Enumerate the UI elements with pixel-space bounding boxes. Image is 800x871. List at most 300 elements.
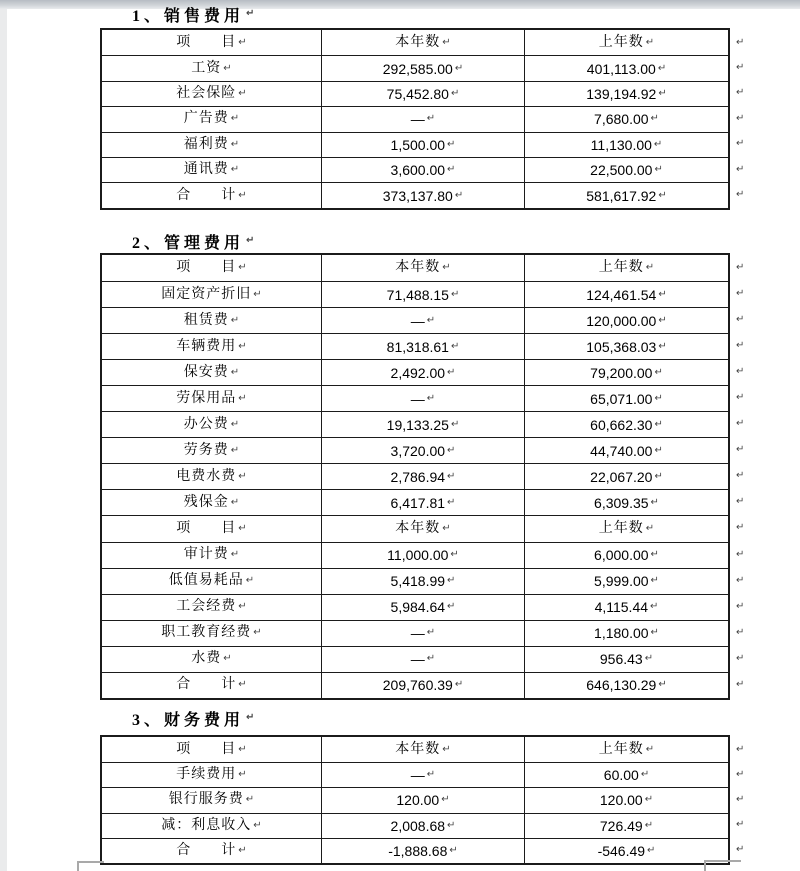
current-year-cell[interactable] (321, 386, 524, 411)
cell-text: 工资 (191, 60, 222, 76)
item-cell[interactable] (102, 334, 321, 359)
line-break-mark-icon: ↵ (736, 189, 745, 201)
line-break-mark-icon: ↵ (736, 112, 745, 124)
line-break-mark-icon: ↵ (426, 392, 436, 404)
item-cell[interactable] (102, 183, 321, 207)
table-row (102, 489, 728, 515)
current-year-cell[interactable] (321, 490, 524, 515)
line-break-mark-icon: ↵ (426, 314, 436, 326)
line-break-mark-icon: ↵ (647, 844, 656, 856)
cell-text: 社会保险 (176, 85, 237, 101)
table-row (102, 385, 728, 411)
row-end-mark (734, 333, 752, 359)
line-break-mark-icon: ↵ (454, 679, 464, 691)
prior-year-cell[interactable] (524, 569, 728, 594)
cell-text: 电费水费 (176, 468, 237, 484)
line-break-mark-icon: ↵ (238, 844, 247, 856)
cell-text: 1,180.00 (594, 625, 649, 642)
prior-year-cell[interactable] (524, 158, 728, 182)
table-total-row (102, 672, 728, 698)
row-end-mark (734, 106, 752, 131)
line-break-mark-icon: ↵ (736, 743, 745, 755)
line-break-mark-icon: ↵ (230, 444, 240, 456)
prior-year-cell[interactable] (524, 386, 728, 411)
cell-text: 5,418.99 (390, 573, 446, 590)
line-break-mark-icon: ↵ (736, 418, 745, 430)
prior-year-cell[interactable] (524, 334, 728, 359)
item-cell[interactable] (102, 788, 321, 812)
current-year-cell[interactable] (321, 673, 524, 698)
current-year-cell[interactable] (321, 158, 524, 182)
table-row (102, 813, 728, 838)
section-title[interactable] (132, 2, 254, 26)
prior-year-cell[interactable] (524, 621, 728, 646)
cell-text: — (410, 625, 425, 642)
item-cell[interactable] (102, 438, 321, 463)
row-end-mark (734, 411, 752, 437)
row-end-mark (734, 182, 752, 207)
cell-text: 22,500.00 (590, 162, 653, 179)
row-end-mark (734, 568, 752, 594)
cell-text: 5,984.64 (390, 599, 446, 616)
line-break-mark-icon: ↵ (736, 36, 745, 48)
row-end-marks-column (734, 253, 752, 698)
current-year-cell[interactable] (321, 308, 524, 333)
line-break-mark-icon: ↵ (447, 575, 456, 587)
current-year-cell[interactable] (321, 543, 524, 568)
cell-text: 124,461.54 (586, 286, 657, 303)
table-row (102, 359, 728, 385)
line-break-mark-icon: ↵ (736, 600, 745, 612)
prior-year-cell[interactable] (524, 133, 728, 157)
cell-text: 水费 (191, 651, 222, 667)
line-break-mark-icon: ↵ (736, 819, 745, 831)
table-row (102, 463, 728, 489)
cell-text: 401,113.00 (586, 60, 656, 77)
prior-year-cell[interactable] (524, 82, 728, 106)
line-break-mark-icon: ↵ (253, 627, 262, 639)
current-year-cell[interactable] (321, 133, 524, 157)
line-break-mark-icon: ↵ (650, 627, 659, 639)
line-break-mark-icon: ↵ (238, 470, 247, 482)
line-break-mark-icon: ↵ (736, 652, 745, 664)
line-break-mark-icon: ↵ (450, 288, 460, 300)
cell-text: 手续费用 (176, 767, 237, 783)
line-break-mark-icon: ↵ (426, 627, 436, 639)
table-header-row (102, 255, 728, 281)
row-end-mark (734, 489, 752, 515)
current-year-cell[interactable] (321, 595, 524, 620)
item-cell[interactable] (102, 360, 321, 385)
item-cell[interactable] (102, 308, 321, 333)
cell-text: 办公费 (183, 416, 229, 432)
cell-text: 固定资产折旧 (161, 286, 252, 302)
cell-text: — (410, 651, 425, 668)
cell-text: 合 计 (176, 842, 237, 858)
prior-year-cell[interactable] (524, 673, 728, 698)
table-row (102, 333, 728, 359)
line-break-mark-icon: ↵ (736, 678, 745, 690)
line-break-mark-icon: ↵ (644, 819, 654, 831)
cell-text: 11,130.00 (590, 136, 652, 153)
row-end-mark (734, 646, 752, 672)
cell-text: — (410, 111, 425, 128)
line-break-mark-icon: ↵ (230, 164, 240, 176)
line-break-mark-icon: ↵ (658, 288, 667, 300)
prior-year-cell[interactable] (524, 360, 728, 385)
line-break-mark-icon: ↵ (645, 262, 655, 274)
line-break-mark-icon: ↵ (736, 392, 745, 404)
prior-year-cell[interactable] (524, 839, 728, 863)
line-break-mark-icon: ↵ (223, 62, 232, 74)
item-cell[interactable] (102, 158, 321, 182)
header-current-year-cell[interactable] (321, 737, 524, 762)
line-break-mark-icon: ↵ (736, 470, 745, 482)
cell-text: 2,008.68 (390, 817, 446, 834)
cutoff-box-corner-right (704, 860, 741, 871)
header-prior-year-cell[interactable] (524, 255, 728, 281)
cell-text: 低值易耗品 (168, 573, 244, 589)
current-year-cell[interactable] (321, 282, 524, 307)
cell-text: 银行服务费 (168, 792, 244, 808)
line-break-mark-icon: ↵ (450, 418, 460, 430)
line-break-mark-icon: ↵ (238, 679, 247, 691)
row-end-mark (734, 594, 752, 620)
cell-text: — (410, 312, 425, 329)
header-current-year-cell[interactable] (321, 255, 524, 281)
line-break-mark-icon: ↵ (736, 574, 745, 586)
cell-text: 工会经费 (176, 599, 237, 615)
line-break-mark-icon: ↵ (238, 340, 247, 352)
item-cell[interactable] (102, 107, 321, 131)
table-row (102, 132, 728, 157)
cell-text: 通讯费 (183, 162, 229, 178)
line-break-mark-icon: ↵ (230, 314, 240, 326)
cell-text: — (410, 767, 425, 784)
section-title-text: 2、管理费用 (132, 234, 245, 252)
cell-text: 120.00 (599, 792, 643, 809)
line-break-mark-icon: ↵ (447, 496, 456, 508)
item-cell[interactable] (102, 814, 321, 838)
current-year-cell[interactable] (321, 183, 524, 207)
line-break-mark-icon: ↵ (736, 522, 745, 534)
cell-text: 120.00 (396, 792, 440, 809)
cell-text: 65,071.00 (590, 390, 653, 407)
cell-text: 项 目 (176, 520, 237, 536)
cell-text: 726.49 (599, 817, 643, 834)
cell-text: 1,500.00 (390, 136, 446, 153)
line-break-mark-icon: ↵ (238, 262, 247, 274)
cell-text: 2,492.00 (390, 364, 446, 381)
line-break-mark-icon: ↵ (450, 340, 460, 352)
row-end-mark (734, 672, 752, 698)
line-break-mark-icon: ↵ (442, 743, 451, 755)
current-year-cell[interactable] (321, 412, 524, 437)
cell-text: 本年数 (395, 34, 441, 50)
line-break-mark-icon: ↵ (650, 113, 659, 125)
cell-text: 581,617.92 (586, 187, 657, 204)
current-year-cell[interactable] (321, 360, 524, 385)
prior-year-cell[interactable] (524, 308, 728, 333)
line-break-mark-icon: ↵ (447, 164, 456, 176)
line-break-mark-icon: ↵ (246, 712, 255, 723)
cell-text: 职工教育经费 (161, 625, 252, 641)
row-end-mark (734, 762, 752, 787)
table-total-row (102, 182, 728, 207)
current-year-cell[interactable] (321, 814, 524, 838)
line-break-mark-icon: ↵ (658, 340, 667, 352)
cell-text: 福利费 (183, 136, 229, 152)
row-end-mark (734, 307, 752, 333)
line-break-mark-icon: ↵ (654, 164, 663, 176)
item-cell[interactable] (102, 543, 321, 568)
header-prior-year-cell[interactable] (524, 737, 728, 762)
row-end-mark (734, 787, 752, 812)
line-break-mark-icon: ↵ (653, 138, 663, 150)
line-break-mark-icon: ↵ (230, 138, 240, 150)
line-break-mark-icon: ↵ (230, 496, 240, 508)
line-break-mark-icon: ↵ (736, 844, 745, 856)
line-break-mark-icon: ↵ (245, 794, 255, 806)
prior-year-cell[interactable] (524, 763, 728, 787)
row-end-mark (734, 385, 752, 411)
prior-year-cell[interactable] (524, 595, 728, 620)
prior-year-cell[interactable] (524, 282, 728, 307)
cell-text: 本年数 (395, 520, 441, 536)
cell-text: 6,417.81 (390, 494, 446, 511)
line-break-mark-icon: ↵ (426, 769, 436, 781)
line-break-mark-icon: ↵ (426, 653, 436, 665)
table-header-row (102, 737, 728, 762)
item-cell[interactable] (102, 464, 321, 489)
row-end-mark (734, 620, 752, 646)
table-row (102, 646, 728, 672)
line-break-mark-icon: ↵ (654, 392, 663, 404)
current-year-cell[interactable] (321, 107, 524, 131)
line-break-mark-icon: ↵ (230, 113, 240, 125)
cell-text: 5,999.00 (594, 573, 649, 590)
current-year-cell[interactable] (321, 647, 524, 672)
line-break-mark-icon: ↵ (238, 769, 247, 781)
cell-text: 上年数 (598, 260, 644, 276)
row-end-mark (734, 255, 752, 281)
cell-text: 本年数 (395, 260, 441, 276)
line-break-mark-icon: ↵ (736, 163, 745, 175)
line-break-mark-icon: ↵ (230, 418, 240, 430)
current-year-cell[interactable] (321, 569, 524, 594)
cell-text: 292,585.00 (382, 60, 453, 77)
line-break-mark-icon: ↵ (736, 793, 745, 805)
item-cell[interactable] (102, 133, 321, 157)
line-break-mark-icon: ↵ (238, 601, 247, 613)
table-row (102, 787, 728, 812)
cell-text: 79,200.00 (590, 364, 653, 381)
cell-text: 车辆费用 (176, 338, 237, 354)
cell-text: 19,133.25 (386, 416, 449, 433)
expense-table (100, 253, 730, 700)
header-item-cell[interactable] (102, 737, 321, 762)
line-break-mark-icon: ↵ (644, 794, 654, 806)
line-break-mark-icon: ↵ (654, 470, 663, 482)
line-break-mark-icon: ↵ (736, 138, 745, 150)
header-item-cell[interactable] (102, 30, 321, 55)
prior-year-cell[interactable] (524, 464, 728, 489)
line-break-mark-icon: ↵ (454, 62, 464, 74)
cell-text: -1,888.68 (388, 842, 448, 859)
prior-year-cell[interactable] (524, 543, 728, 568)
cell-text: 上年数 (598, 741, 644, 757)
table-row (102, 762, 728, 787)
table-row (102, 307, 728, 333)
line-break-mark-icon: ↵ (230, 549, 240, 561)
item-cell[interactable] (102, 56, 321, 80)
line-break-mark-icon: ↵ (658, 679, 667, 691)
prior-year-cell[interactable] (524, 814, 728, 838)
line-break-mark-icon: ↵ (447, 138, 456, 150)
current-year-cell[interactable] (321, 788, 524, 812)
prior-year-cell[interactable] (524, 647, 728, 672)
line-break-mark-icon: ↵ (442, 36, 451, 48)
line-break-mark-icon: ↵ (736, 288, 745, 300)
current-year-cell[interactable] (321, 438, 524, 463)
cell-text: 6,309.35 (594, 494, 649, 511)
header-current-year-cell[interactable] (321, 516, 524, 541)
line-break-mark-icon: ↵ (246, 8, 255, 19)
header-item-cell[interactable] (102, 516, 321, 541)
line-break-mark-icon: ↵ (447, 444, 456, 456)
prior-year-cell[interactable] (524, 438, 728, 463)
cell-text: 审计费 (183, 547, 229, 563)
line-break-mark-icon: ↵ (223, 653, 232, 665)
cell-text: 3,600.00 (390, 162, 446, 179)
line-break-mark-icon: ↵ (640, 769, 650, 781)
line-break-mark-icon: ↵ (736, 548, 745, 560)
line-break-mark-icon: ↵ (644, 653, 654, 665)
prior-year-cell[interactable] (524, 56, 728, 80)
cell-text: 劳保用品 (176, 390, 237, 406)
line-break-mark-icon: ↵ (736, 496, 745, 508)
cell-text: 残保金 (183, 494, 229, 510)
cell-text: 项 目 (176, 34, 237, 50)
line-break-mark-icon: ↵ (650, 601, 659, 613)
cell-text: 2,786.94 (390, 468, 446, 485)
line-break-mark-icon: ↵ (645, 743, 655, 755)
cell-text: 合 计 (176, 677, 237, 693)
item-cell[interactable] (102, 282, 321, 307)
expense-table (100, 28, 730, 210)
row-end-mark (734, 437, 752, 463)
row-end-mark (734, 132, 752, 157)
line-break-mark-icon: ↵ (658, 314, 667, 326)
cell-text: 44,740.00 (590, 442, 653, 459)
cell-text: 项 目 (176, 741, 237, 757)
cell-text: 60.00 (603, 767, 639, 784)
item-cell[interactable] (102, 386, 321, 411)
prior-year-cell[interactable] (524, 412, 728, 437)
prior-year-cell[interactable] (524, 490, 728, 515)
section-title[interactable] (132, 706, 254, 730)
item-cell[interactable] (102, 621, 321, 646)
header-prior-year-cell[interactable] (524, 516, 728, 541)
row-end-mark (734, 737, 752, 762)
current-year-cell[interactable] (321, 464, 524, 489)
line-break-mark-icon: ↵ (253, 288, 262, 300)
current-year-cell[interactable] (321, 763, 524, 787)
line-break-mark-icon: ↵ (654, 366, 663, 378)
table-header-row (102, 30, 728, 55)
line-break-mark-icon: ↵ (447, 819, 456, 831)
current-year-cell[interactable] (321, 334, 524, 359)
item-cell[interactable] (102, 490, 321, 515)
header-current-year-cell[interactable] (321, 30, 524, 55)
line-break-mark-icon: ↵ (238, 189, 247, 201)
item-cell[interactable] (102, 82, 321, 106)
current-year-cell[interactable] (321, 56, 524, 80)
line-break-mark-icon: ↵ (450, 87, 460, 99)
cell-text: 11,000.00 (387, 547, 449, 564)
table-row (102, 542, 728, 568)
current-year-cell[interactable] (321, 82, 524, 106)
item-cell[interactable] (102, 595, 321, 620)
prior-year-cell[interactable] (524, 183, 728, 207)
section-title[interactable] (132, 229, 254, 253)
table-total-row (102, 838, 728, 863)
line-break-mark-icon: ↵ (238, 392, 247, 404)
row-end-mark (734, 359, 752, 385)
prior-year-cell[interactable] (524, 107, 728, 131)
cell-text: 保安费 (183, 364, 229, 380)
cell-text: 60,662.30 (590, 416, 653, 433)
item-cell[interactable] (102, 673, 321, 698)
row-end-mark (734, 515, 752, 541)
line-break-mark-icon: ↵ (441, 794, 450, 806)
item-cell[interactable] (102, 839, 321, 863)
line-break-mark-icon: ↵ (238, 743, 247, 755)
item-cell[interactable] (102, 763, 321, 787)
row-end-mark (734, 81, 752, 106)
row-end-mark (734, 157, 752, 182)
cell-text: 209,760.39 (382, 677, 453, 694)
cell-text: 合 计 (176, 187, 237, 203)
row-end-mark (734, 813, 752, 838)
line-break-mark-icon: ↵ (736, 366, 745, 378)
cell-text: 租赁费 (183, 312, 229, 328)
prior-year-cell[interactable] (524, 788, 728, 812)
cell-text: 81,318.61 (386, 338, 449, 355)
cell-text: 4,115.44 (594, 599, 649, 616)
table-row (102, 594, 728, 620)
current-year-cell[interactable] (321, 839, 524, 863)
item-cell[interactable] (102, 412, 321, 437)
cell-text: 105,368.03 (586, 338, 657, 355)
line-break-mark-icon: ↵ (736, 626, 745, 638)
item-cell[interactable] (102, 647, 321, 672)
table-row (102, 411, 728, 437)
line-break-mark-icon: ↵ (658, 189, 667, 201)
table-row (102, 281, 728, 307)
header-item-cell[interactable] (102, 255, 321, 281)
line-break-mark-icon: ↵ (658, 87, 667, 99)
header-prior-year-cell[interactable] (524, 30, 728, 55)
table-header-row (102, 515, 728, 541)
line-break-mark-icon: ↵ (736, 340, 745, 352)
table-row (102, 106, 728, 131)
table-row (102, 81, 728, 106)
cell-text: 劳务费 (183, 442, 229, 458)
cell-text: 71,488.15 (386, 286, 449, 303)
current-year-cell[interactable] (321, 621, 524, 646)
item-cell[interactable] (102, 569, 321, 594)
